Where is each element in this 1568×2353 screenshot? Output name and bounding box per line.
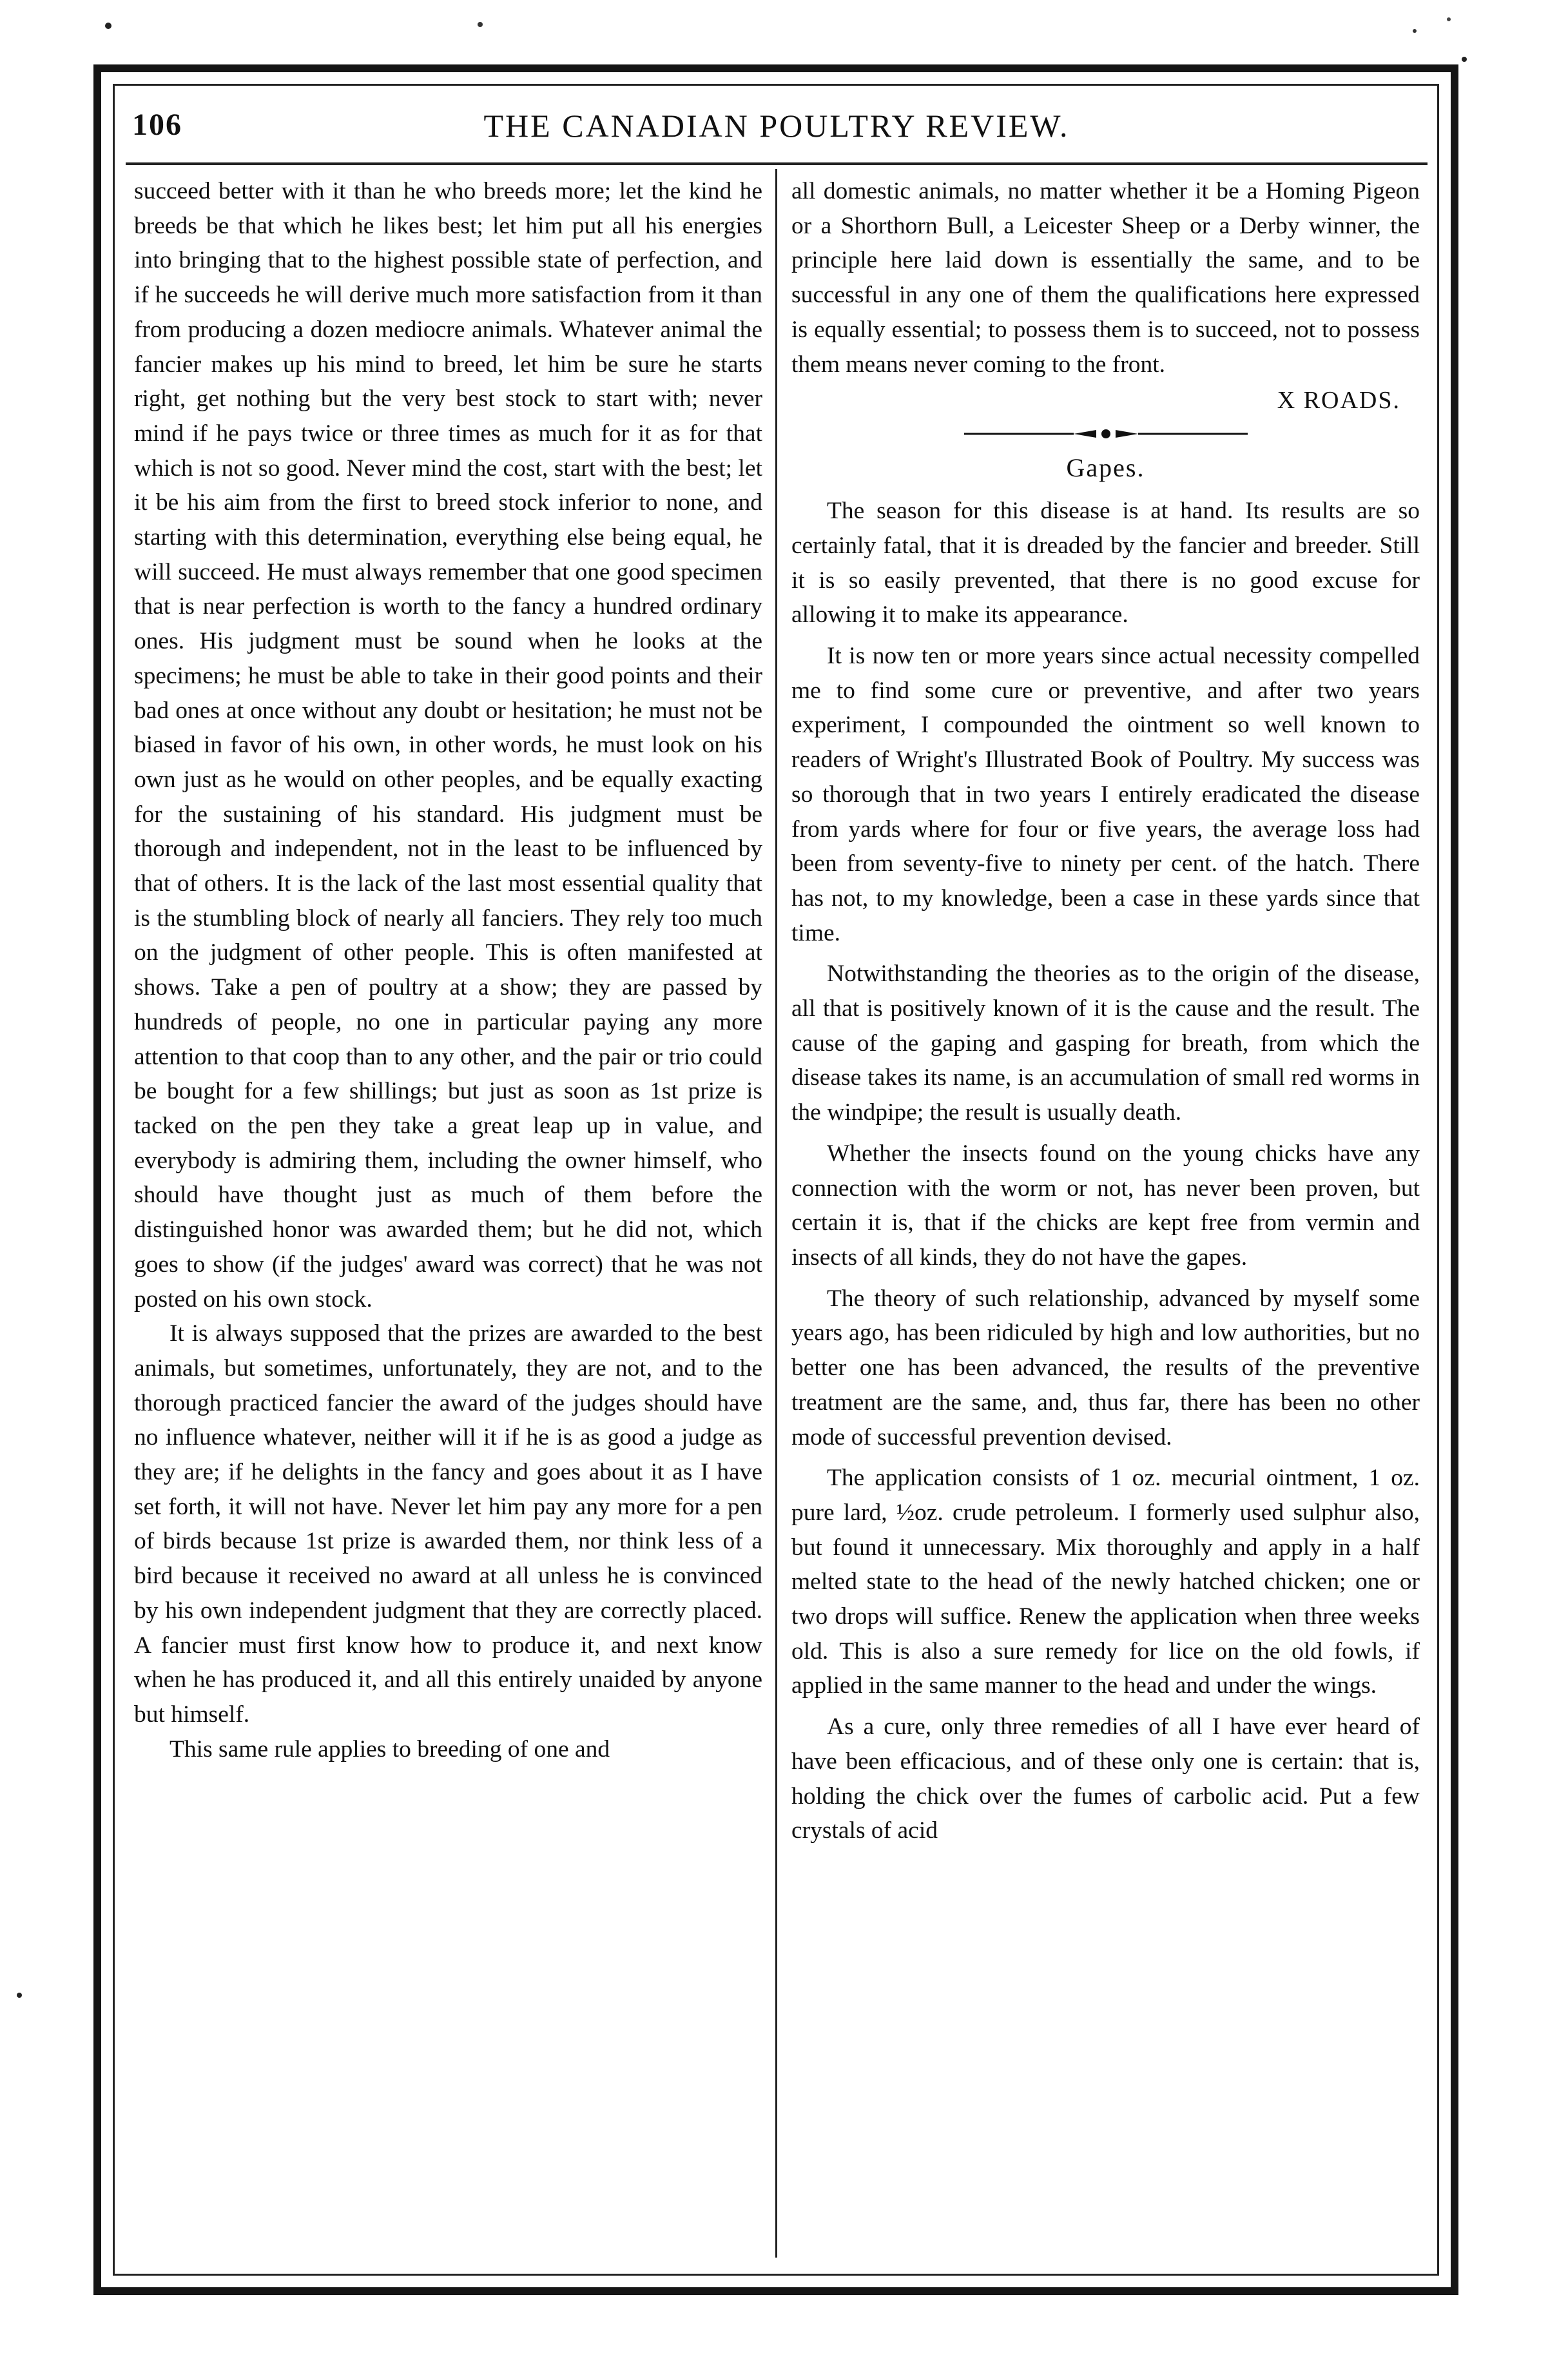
- right-column: [791, 174, 1420, 2260]
- section-ornament-divider: [791, 418, 1420, 450]
- article-paragraph: Notwithstanding the theories as to the origin of the disease, all that is positively known of it is the cause and the result. The cause of the gaping and gasping for breath, from which the disease takes its name, is an accumulation of small red worms in the windpipe; the result is usually death.: [791, 961, 1420, 1126]
- article-paragraph: This same rule applies to breeding of one and: [169, 1735, 610, 1762]
- article-paragraph: It is now ten or more years since actual necessity compelled me to find some cure or preventive, and after two years experiment, I compounded the ointment so well known to readers of Wright's Illustrated Book of Poultry. My success was so thorough that in two years I entirely eradicated the disease from yards where for four or five years, the average loss had been from seventy-five to ninety per cent. of the hatch. There has not, to my knowledge, been a case in these yards since that time.: [791, 643, 1420, 946]
- running-head: THE CANADIAN POULTRY REVIEW.: [483, 108, 1070, 144]
- article-continuation-paragraph: succeed better with it than he who breeds more; let the kind he breeds be that which he likes best; let him put all his energies into bringing that to the highest possible state of perfection, and if he succeeds he will derive much more satisfaction from it than from producing a dozen mediocre animals. Whatever animal the fancier makes up his mind to breed, let him be sure he starts right, get nothing but the very best stock to start with; never mind if he pays twice or three times as much for it as for that which is not so good. Never mind the cost, start with the best; let it be his aim from the first to breed stock inferior to none, and starting with this determination, everything else being equal, he will succeed. He must always remember that one good specimen that is near perfection is worth to the fancy a hundred ordinary ones. His judgment must be sound when he looks at the specimens; he must be able to take in their good points and their bad ones at once without any doubt or hesitation; he must not be biased in favor of his own, in other words, he must look on his own just as he would on other peoples, and be equally exacting for the sustaining of his standard. His judgment must be thorough and independent, not in the least to be influenced by that of others. It is the lack of the last most essential quality that is the stumbling block of nearly all fanciers. They rely too much on the judgment of other people. This is often manifested at shows. Take a pen of poultry at a show; they are passed by hundreds of people, no one in particular paying any more attention to that coop than to any other, and the pair or trio could be bought for a few shillings; but just as soon as 1st prize is tacked on the pen they take a great leap up in value, and everybody is admiring them, including the owner himself, who should have thought just as much of them before the distinguished honor was awarded them; but he did not, which goes to show (if the judges' award was correct) that he was not posted on his own stock.: [134, 178, 762, 1313]
- column-divider: [775, 169, 777, 2258]
- article-continuation-paragraph: all domestic animals, no matter whether it be a Homing Pigeon or a Shorthorn Bull, a Leicester Sheep or a Derby winner, the principle here laid down is essentially the same, and to be successful in any one of them the qualifications here expressed is equally essential; to possess them is to succeed, not to possess them means never coming to the front.: [791, 178, 1420, 378]
- article-paragraph: The season for this disease is at hand. Its results are so certainly fatal, that it is dreaded by the fancier and breeder. Still it is so easily prevented, that there is no good excuse for allowing it to make its appearance.: [791, 498, 1420, 629]
- article-paragraph: The application consists of 1 oz. mecurial ointment, 1 oz. pure lard, ½oz. crude petroleum. I formerly used sulphur also, but found it unnecessary. Mix thoroughly and apply in a half melted state to the head of the newly hatched chicken; one or two drops will suffice. Renew the application when three weeks old. This is also a sure remedy for lice on the old fowls, if applied in the same manner to the head and under the wings.: [791, 1465, 1420, 1699]
- page-number: 106: [132, 108, 182, 142]
- article-paragraph: Whether the insects found on the young chicks have any connection with the worm or not, has never been proven, but certain it is, that if the chicks are kept free from vermin and insects of all kinds, they do not have the gapes.: [791, 1140, 1420, 1271]
- article-paragraph: It is always supposed that the prizes are awarded to the best animals, but sometimes, unfortunately, they are not, and to the thorough practiced fancier the award of the judges should have no influence whatever, neither will it if he is as good a judge as they are; if he delights in the fancy and goes about it as I have set forth, it will not have. Never let him pay any more for a pen of birds because 1st prize is awarded them, nor think less of a bird because it received no award at all unless he is convinced by his own independent judgment that they are correctly placed. A fancier must first know how to produce it, and next know when he has produced it, and all this entirely unaided by anyone but himself.: [134, 1320, 762, 1728]
- page-header: [126, 103, 1428, 155]
- article-paragraph: The theory of such relationship, advanced by myself some years ago, has been ridiculed by high and low authorities, but no better one has been advanced, the results of the preventive treatment are the same, and, thus far, there has been no other mode of successful prevention devised.: [791, 1285, 1420, 1450]
- header-rule: [126, 162, 1428, 165]
- author-signature: X ROADS.: [1277, 387, 1400, 415]
- left-column: [134, 174, 762, 2260]
- section-title: Gapes.: [1066, 453, 1145, 483]
- article-paragraph: As a cure, only three remedies of all I have ever heard of have been efficacious, and of these only one is certain: that is, holding the chick over the fumes of carbolic acid. Put a few crystals of acid: [791, 1713, 1420, 1844]
